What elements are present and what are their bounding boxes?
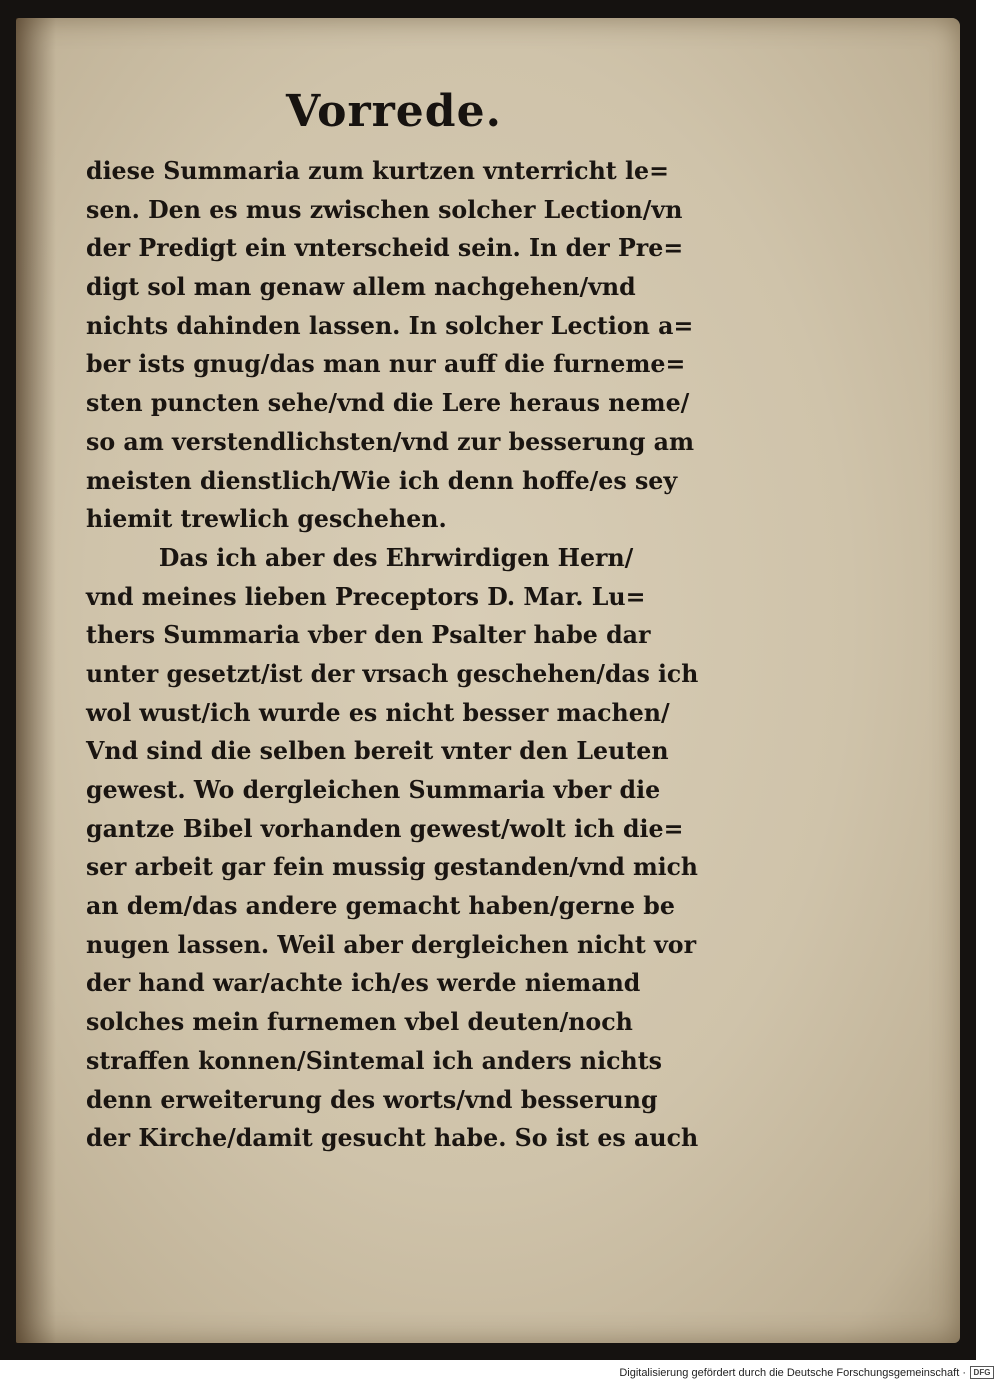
body-text [86, 152, 706, 1158]
text-line: ber ists gnug/das man nur auff die furneme= [86, 349, 686, 379]
footer-credit [619, 1366, 994, 1379]
text-line: der Predigt ein vnterscheid sein. In der Pre= [86, 233, 684, 263]
text-line: wol wust/ich wurde es nicht besser machen/ [86, 697, 670, 727]
dfg-logo: DFG [970, 1366, 994, 1379]
text-line: ser arbeit gar fein mussig gestanden/vnd mich [86, 852, 698, 882]
text-line: vnd meines lieben Preceptors D. Mar. Lu= [86, 581, 646, 611]
text-line: thers Summaria vber den Psalter habe dar [86, 620, 651, 650]
text-line: gantze Bibel vorhanden gewest/wolt ich die= [86, 813, 684, 843]
text-line: gewest. Wo dergleichen Summaria vber die [86, 775, 661, 804]
text-line: solches mein furnemen vbel deuten/noch [86, 1007, 633, 1037]
text-line: nugen lassen. Weil aber dergleichen nicht vor [86, 929, 697, 959]
book-page [16, 18, 960, 1343]
text-line: sten puncten sehe/vnd die Lere heraus neme/ [86, 388, 690, 418]
text-line: hiemit trewlich geschehen. [86, 504, 447, 534]
text-line: nichts dahinden lassen. In solcher Lection a= [86, 310, 694, 340]
text-line: diese Summaria zum kurtzen vnterricht le= [86, 156, 669, 185]
text-line: straffen konnen/Sintemal ich anders nichts [86, 1045, 663, 1075]
text-line-paragraph-start: Das ich aber des Ehrwirdigen Hern/ [158, 542, 634, 572]
text-line: an dem/das andere gemacht haben/gerne be [86, 891, 675, 921]
text-line: denn erweiterung des worts/vnd besserung [86, 1084, 658, 1114]
text-line: Vnd sind die selben bereit vnter den Leuten [86, 736, 669, 766]
text-line: so am verstendlichsten/vnd zur besserung am [86, 426, 695, 456]
text-line: sen. Den es mus zwischen solcher Lection/vn [86, 194, 683, 224]
page-heading: Vorrede. [286, 86, 502, 137]
text-line: unter gesetzt/ist der vrsach geschehen/das ich [86, 658, 699, 688]
text-line: meisten dienstlich/Wie ich denn hoffe/es sey [86, 465, 678, 495]
text-line: der hand war/achte ich/es werde niemand [86, 968, 641, 998]
page-gutter-shadow [16, 18, 56, 1343]
text-line: der Kirche/damit gesucht habe. So ist es auch [86, 1123, 699, 1153]
footer-credit-text: Digitalisierung gefördert durch die Deutsche Forschungsgemeinschaft · [619, 1366, 966, 1379]
text-line: digt sol man genaw allem nachgehen/vnd [86, 272, 636, 302]
